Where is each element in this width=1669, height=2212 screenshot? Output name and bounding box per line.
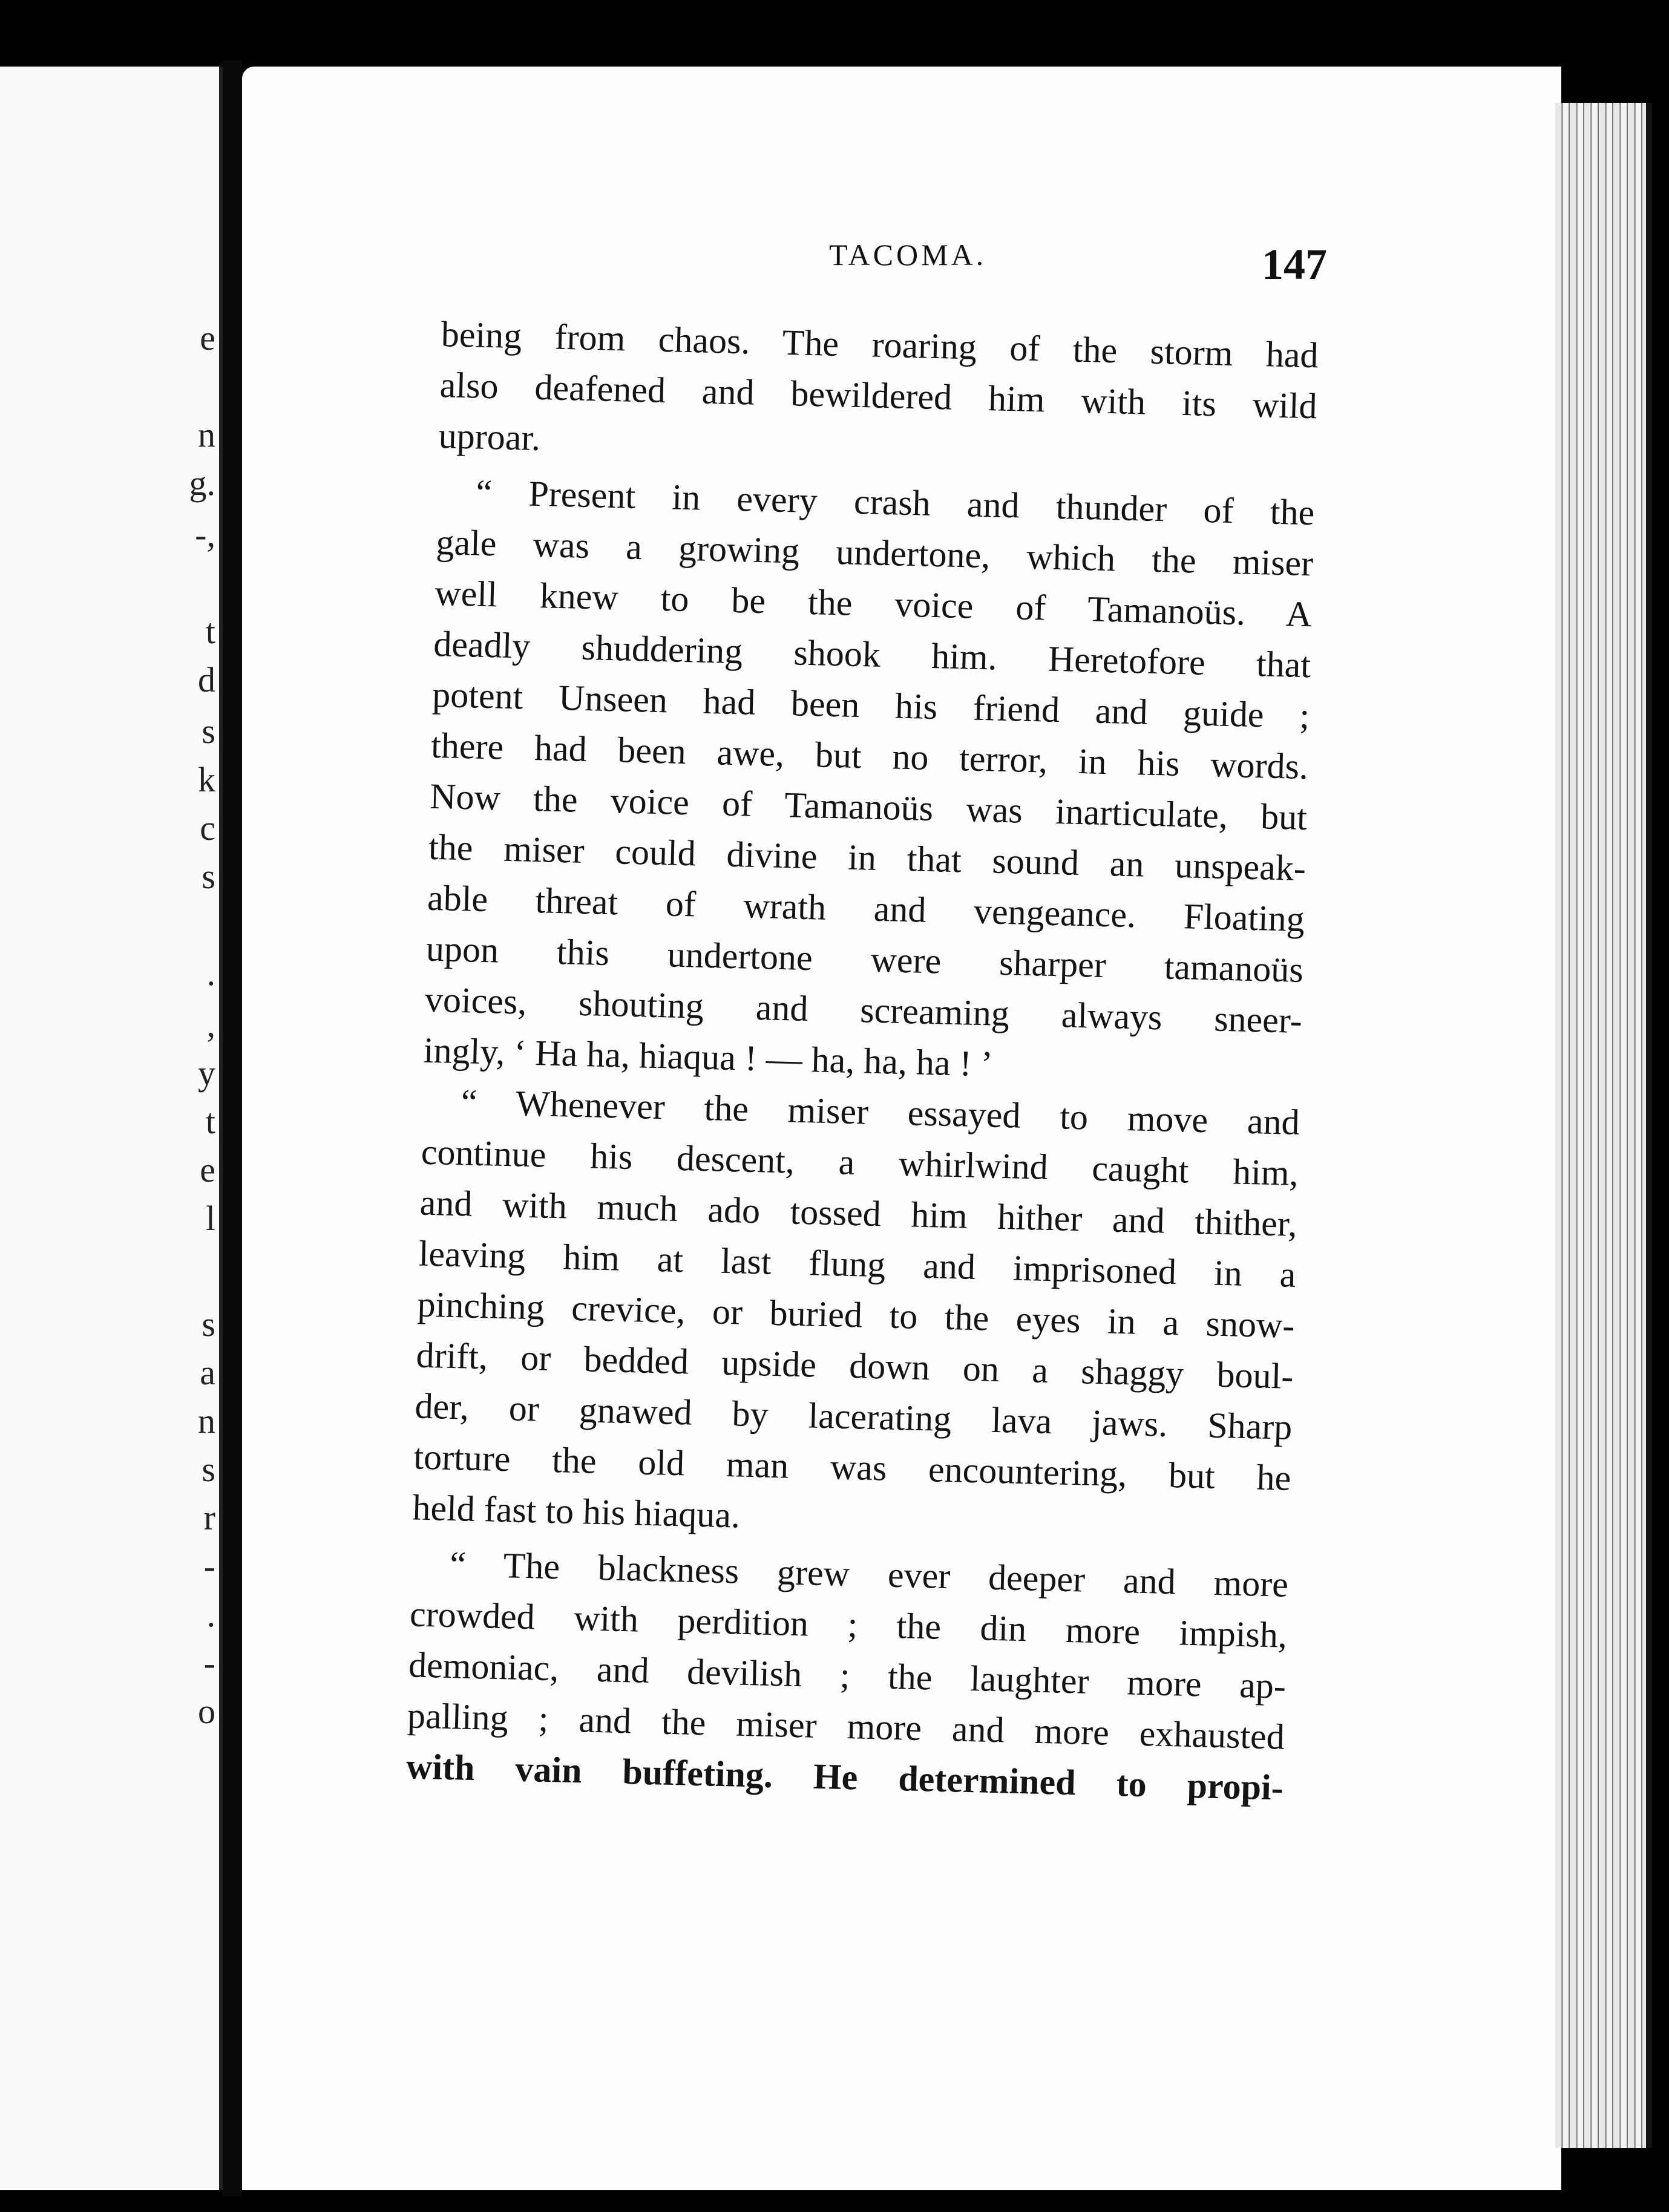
text-line: upon this undertone were sharper tamanoüs bbox=[425, 928, 1304, 990]
running-head: TACOMA. bbox=[829, 238, 987, 272]
page-fore-edge bbox=[1555, 103, 1652, 2148]
text-line: there had been awe, but no terror, in his words. bbox=[430, 725, 1309, 787]
left-page-fragment bbox=[0, 67, 223, 2190]
left-page-text-fragment: a bbox=[200, 1353, 215, 1392]
page-number: 147 bbox=[1262, 240, 1327, 289]
text-line: also deafened and bewildered him with its wild bbox=[439, 364, 1318, 427]
left-page-text-fragment: n bbox=[198, 415, 215, 454]
text-line: der, or gnawed by lacerating lava jaws. Sharp bbox=[414, 1386, 1293, 1447]
left-page-text-fragment: e bbox=[200, 318, 215, 358]
left-page-text-fragment: n bbox=[198, 1401, 215, 1441]
left-page-text-fragment: e bbox=[200, 1150, 215, 1189]
left-page-text-fragment: k bbox=[198, 760, 215, 799]
body-text bbox=[405, 309, 1319, 1813]
text-line: with vain buffeting. He determined to propi- bbox=[405, 1746, 1284, 1808]
text-line: the miser could divine in that sound an unspeak- bbox=[428, 826, 1307, 889]
left-page-text-fragment: s bbox=[202, 1450, 215, 1489]
text-line: ingly, ‘ Ha ha, hiaqua ! — ha, ha, ha ! ’ bbox=[423, 1030, 994, 1084]
text-line: palling ; and the miser more and more exhausted bbox=[407, 1695, 1285, 1757]
text-line: able threat of wrath and vengeance. Floating bbox=[427, 877, 1305, 940]
text-line: leaving him at last flung and imprisoned in a bbox=[418, 1233, 1297, 1295]
text-line: pinching crevice, or buried to the eyes in a snow- bbox=[416, 1284, 1296, 1346]
text-line: uproar. bbox=[438, 415, 541, 459]
left-page-text-fragment: t bbox=[205, 1102, 215, 1141]
left-page-text-fragment: g. bbox=[189, 463, 215, 503]
text-line: demoniac, and devilish ; the laughter more ap- bbox=[408, 1644, 1287, 1706]
left-page-text-fragment: s bbox=[202, 857, 215, 896]
text-line: crowded with perdition ; the din more impish, bbox=[409, 1594, 1288, 1655]
text-line: “ Present in every crash and thunder of the bbox=[475, 472, 1315, 533]
text-line: torture the old man was encountering, but he bbox=[413, 1436, 1292, 1498]
text-line: potent Unseen had been his friend and guide ; bbox=[431, 674, 1310, 736]
left-page-text-fragment: c bbox=[200, 808, 215, 848]
text-line: being from chaos. The roaring of the storm had bbox=[441, 313, 1319, 376]
left-page-text-fragment: . bbox=[206, 1595, 215, 1634]
left-page-text-fragment: - bbox=[203, 1643, 215, 1683]
text-line: well knew to be the voice of Tamanoüs. A bbox=[434, 572, 1313, 635]
left-page-text-fragment: r bbox=[203, 1498, 215, 1537]
left-page-text-fragment: t bbox=[205, 612, 215, 651]
text-line: Now the voice of Tamanoüs was inarticulate, but bbox=[429, 776, 1308, 838]
left-page-text-fragment: - bbox=[203, 1546, 215, 1586]
text-line: drift, or bedded upside down on a shaggy boul- bbox=[415, 1335, 1294, 1396]
text-line: “ Whenever the miser essayed to move and bbox=[461, 1082, 1300, 1143]
book-gutter bbox=[223, 61, 242, 2196]
text-line: and with much ado tossed him hither and thither, bbox=[419, 1182, 1298, 1244]
left-page-text-fragment: o bbox=[198, 1692, 215, 1731]
text-line: continue his descent, a whirlwind caught him, bbox=[421, 1131, 1299, 1194]
text-line: gale was a growing undertone, which the miser bbox=[435, 522, 1314, 584]
text-line: voices, shouting and screaming always sneer- bbox=[424, 979, 1303, 1041]
text-line: held fast to his hiaqua. bbox=[412, 1487, 741, 1536]
left-page-text-fragment: s bbox=[202, 1304, 215, 1344]
left-page-text-fragment: , bbox=[206, 1005, 215, 1044]
left-page-text-fragment: l bbox=[205, 1199, 215, 1238]
left-page-text-fragment: s bbox=[202, 712, 215, 751]
left-page-text-fragment: -, bbox=[195, 515, 215, 554]
left-page-text-fragment: . bbox=[206, 954, 215, 993]
text-line: “ The blackness grew ever deeper and more bbox=[449, 1543, 1289, 1605]
left-page-text-fragment: d bbox=[198, 660, 215, 699]
text-line: deadly shuddering shook him. Heretofore that bbox=[433, 623, 1311, 686]
left-page-text-fragment: y bbox=[198, 1053, 215, 1093]
